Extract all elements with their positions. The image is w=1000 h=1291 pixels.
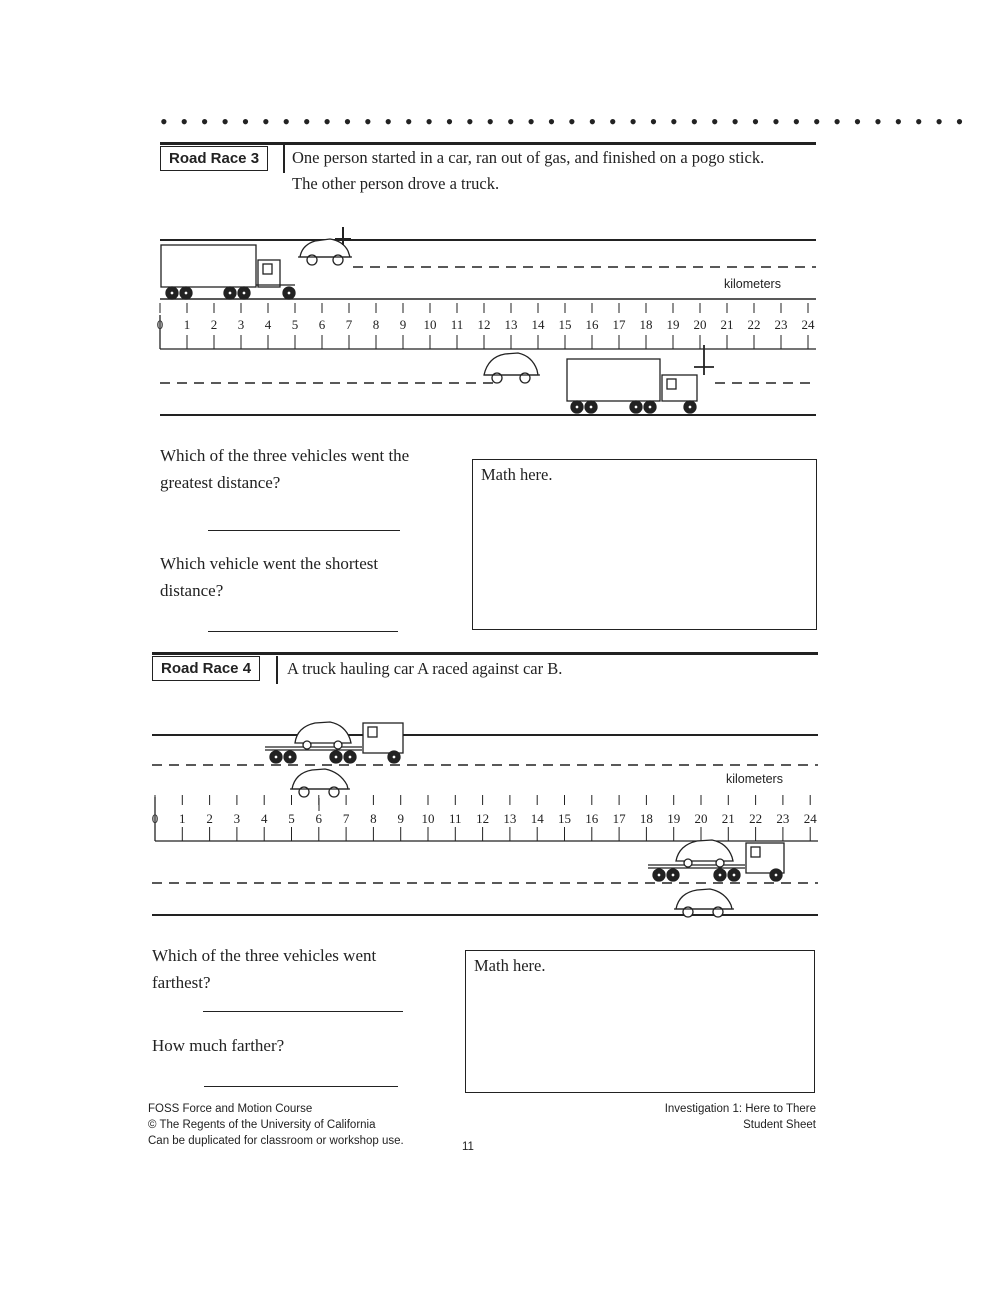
race4-ruler-tick-label: 8: [370, 811, 377, 826]
race4-ruler-tick-label: 22: [749, 811, 763, 826]
race3-ruler-tick-label: 11: [450, 317, 464, 332]
race3-label: Road Race 3: [160, 146, 268, 171]
race3-ruler-tick-label: 24: [801, 317, 815, 332]
race4-ruler-tick-label: 2: [206, 811, 213, 826]
race3-car-bottom: [484, 353, 540, 383]
race4-answer2-line[interactable]: [204, 1086, 398, 1087]
race3-label-divider: [283, 145, 285, 173]
race4-ruler-tick-label: 12: [476, 811, 490, 826]
page-number: 11: [462, 1141, 474, 1153]
race4-ruler: [152, 795, 818, 841]
race4-ruler-tick-label: 15: [558, 811, 571, 826]
race3-ruler-tick-label: 7: [345, 317, 353, 332]
race4-ruler-tick-label: 17: [612, 811, 626, 826]
race3-ruler-tick-label: 15: [558, 317, 572, 332]
race4-ruler-tick-label: 23: [776, 811, 790, 826]
race3-ruler-tick-label: 3: [237, 317, 245, 332]
race4-question1-line2: farthest?: [152, 973, 211, 992]
footer-sheet-type: Student Sheet: [743, 1119, 816, 1131]
race4-truck-hauling-car-a-bottom: [648, 840, 784, 881]
race4-ruler-tick-label: 19: [667, 811, 681, 826]
race4-truck-hauling-car-a-top: [265, 722, 403, 763]
race3-ruler-tick-label: 1: [183, 317, 191, 332]
race3-ruler-tick-label: 14: [531, 317, 545, 332]
race3-ruler-tick-label: 10: [423, 317, 437, 332]
race4-car-b-top: [290, 769, 350, 811]
race4-ruler-tick-label: 18: [639, 811, 653, 826]
race4-question2: [152, 1032, 432, 1059]
race4-ruler-tick-label: 21: [721, 811, 735, 826]
race3-ruler-tick-label: 13: [504, 317, 518, 332]
race3-ruler-tick-label: 19: [666, 317, 680, 332]
race3-ruler: [157, 303, 816, 349]
race4-axis-unit: kilometers: [726, 772, 783, 786]
race3-question1-line2: greatest distance?: [160, 473, 281, 492]
race3-car-top: [298, 227, 352, 265]
race3-answer2-line[interactable]: [208, 631, 398, 632]
race4-ruler-tick-label: 20: [694, 811, 708, 826]
race4-ruler-tick-label: 3: [233, 811, 241, 826]
race3-question1-line1: Which of the three vehicles went the: [160, 446, 410, 465]
dotted-divider: • • • • • • • • • • • • • • • • • • • • • • • • • • • • • • • • • • • • • • • •: [160, 109, 967, 134]
race3-ruler-tick-label: 6: [318, 317, 326, 332]
race4-label-divider: [276, 656, 278, 684]
race3-question2-line1: Which vehicle went the shortest: [160, 554, 379, 573]
race4-question1-line1: Which of the three vehicles went: [152, 946, 377, 965]
race3-question2: [160, 550, 440, 604]
footer-left: [148, 1101, 404, 1149]
race3-truck-top: [161, 245, 295, 299]
race4-ruler-tick-label: 4: [260, 811, 268, 826]
race3-ruler-tick-label: 5: [291, 317, 299, 332]
race3-ruler-tick-label: 22: [747, 317, 761, 332]
race4-label: Road Race 4: [152, 656, 260, 681]
race3-ruler-tick-label: 0: [156, 317, 164, 332]
race4-math-box[interactable]: [465, 950, 815, 1093]
race3-answer1-line[interactable]: [208, 530, 400, 531]
race3-description-line1: One person started in a car, ran out of gas, and finished on a pogo stick.: [292, 148, 765, 167]
race4-description: A truck hauling car A raced against car B.: [287, 659, 563, 678]
race3-truck-bottom: [567, 345, 714, 413]
footer-usage: Can be duplicated for classroom or workshop use.: [148, 1135, 404, 1147]
race3-ruler-tick-label: 17: [612, 317, 626, 332]
race3-ruler-tick-label: 2: [210, 317, 218, 332]
race3-ruler-tick-label: 9: [399, 317, 407, 332]
race4-math-label: Math here.: [474, 956, 546, 975]
footer-investigation: Investigation 1: Here to There: [664, 1103, 816, 1115]
race4-ruler-tick-label: 10: [421, 811, 435, 826]
race3-ruler-tick-label: 18: [639, 317, 653, 332]
race4-question1: [152, 942, 432, 996]
race4-ruler-tick-label: 16: [585, 811, 599, 826]
race3-ruler-tick-label: 21: [720, 317, 734, 332]
footer-course: FOSS Force and Motion Course: [148, 1103, 313, 1115]
race3-math-label: Math here.: [481, 465, 553, 484]
race4-ruler-tick-label: 13: [503, 811, 517, 826]
race4-car-b-bottom: [674, 889, 734, 917]
footer-copyright: © The Regents of the University of California: [148, 1119, 376, 1131]
race4-answer1-line[interactable]: [203, 1011, 403, 1012]
race3-math-box[interactable]: [472, 459, 817, 630]
race4-ruler-tick-label: 5: [288, 811, 295, 826]
footer-right: [665, 1101, 816, 1133]
race3-ruler-tick-label: 20: [693, 317, 707, 332]
race4-ruler-tick-label: 9: [397, 811, 404, 826]
race3-ruler-tick-label: 23: [774, 317, 788, 332]
race3-ruler-tick-label: 4: [264, 317, 272, 332]
race3-axis-unit: kilometers: [724, 277, 781, 291]
race3-ruler-tick-label: 8: [372, 317, 380, 332]
race3-question2-line2: distance?: [160, 581, 224, 600]
race4-track-illustration: [0, 705, 1000, 935]
race3-question1: [160, 442, 440, 496]
race3-description-line2: The other person drove a truck.: [292, 174, 500, 193]
race4-ruler-tick-label: 24: [803, 811, 817, 826]
race4-ruler-tick-label: 7: [342, 811, 350, 826]
race4-question2-line1: How much farther?: [152, 1036, 285, 1055]
race3-track-illustration: [0, 215, 1000, 425]
race4-ruler-tick-label: 6: [315, 811, 323, 826]
race4-ruler-tick-label: 1: [179, 811, 186, 826]
race4-top-rule: [152, 652, 818, 655]
race3-ruler-tick-label: 16: [585, 317, 599, 332]
race4-ruler-tick-label: 11: [449, 811, 462, 826]
race4-ruler-tick-label: 0: [151, 811, 159, 826]
race4-ruler-tick-label: 14: [530, 811, 544, 826]
race3-ruler-tick-label: 12: [477, 317, 491, 332]
